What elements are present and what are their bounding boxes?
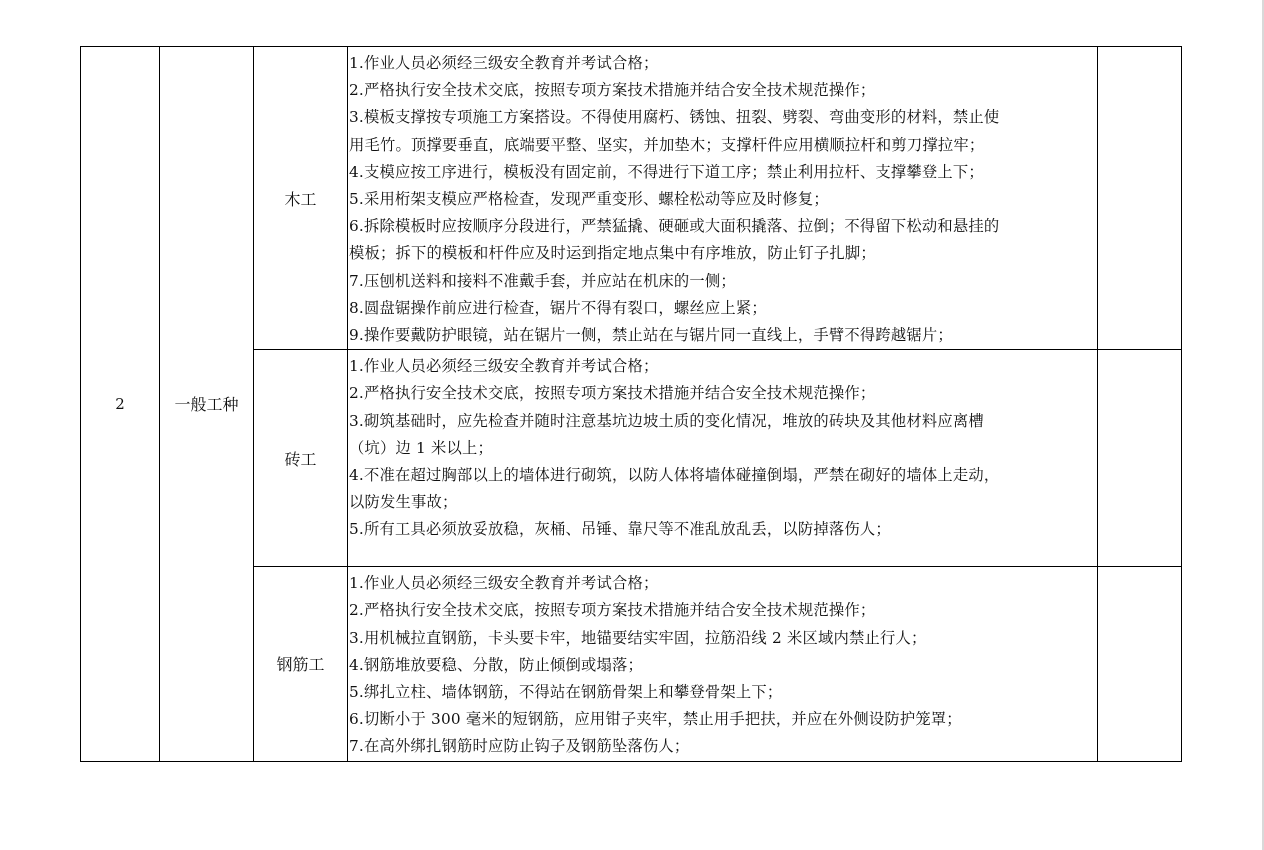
rule-line: 1.作业人员必须经三级安全教育并考试合格； <box>349 574 659 593</box>
trade-name-rebar: 钢筋工 <box>276 655 325 675</box>
trade-name-carpenter: 木工 <box>284 189 317 209</box>
rule-line: 2.严格执行安全技术交底，按照专项方案技术措施并结合安全技术规范操作； <box>349 601 876 620</box>
rule-line: 3.砌筑基础时，应先检查并随时注意基坑边坡土质的变化情况，堆放的砖块及其他材料应离槽 <box>349 411 984 430</box>
rule-line: 2.严格执行安全技术交底，按照专项方案技术措施并结合安全技术规范操作； <box>349 384 876 403</box>
category-label: 一般工种 <box>174 395 239 415</box>
rules-list-rebar <box>348 567 1097 760</box>
rule-line: （坑）边 1 米以上； <box>349 438 494 457</box>
remarks-cell <box>1098 567 1182 761</box>
rule-line: 用毛竹。顶撑要垂直，底端要平整、坚实，并加垫木；支撑杆件应用横顺拉杆和剪刀撑拉牢； <box>349 135 985 154</box>
rules-cell-carpenter <box>348 47 1098 350</box>
rule-line: 模板；拆下的模板和杆件应及时运到指定地点集中有序堆放，防止钉子扎脚； <box>349 244 876 263</box>
rule-line: 9.操作要戴防护眼镜，站在锯片一侧，禁止站在与锯片同一直线上，手臂不得跨越锯片； <box>349 326 953 345</box>
rule-line: 2.严格执行安全技术交底，按照专项方案技术措施并结合安全技术规范操作； <box>349 81 876 100</box>
rule-line: 4.钢筋堆放要稳、分散，防止倾倒或塌落； <box>349 655 643 674</box>
rule-line: 1.作业人员必须经三级安全教育并考试合格； <box>349 357 659 376</box>
rule-line: 7.压刨机送料和接料不准戴手套，并应站在机床的一侧； <box>349 271 736 290</box>
rule-line: 5.绑扎立柱、墙体钢筋，不得站在钢筋骨架上和攀登骨架上下； <box>349 683 783 702</box>
row-number-cell <box>81 47 160 762</box>
rules-list-carpenter <box>348 47 1097 349</box>
rules-cell-bricklayer <box>348 350 1098 567</box>
rule-line: 7.在高外绑扎钢筋时应防止钩子及钢筋坠落伤人； <box>349 737 690 756</box>
rule-line: 5.所有工具必须放妥放稳，灰桶、吊锤、靠尺等不准乱放乱丢，以防掉落伤人； <box>349 520 891 539</box>
rule-line: 4.不准在超过胸部以上的墙体进行砌筑，以防人体将墙体碰撞倒塌，严禁在砌好的墙体上走动， <box>349 466 1000 485</box>
rule-line: 5.采用桁架支模应严格检查，发现严重变形、螺栓松动等应及时修复； <box>349 190 829 209</box>
remarks-cell <box>1098 47 1182 350</box>
trade-cell-carpenter <box>254 47 348 350</box>
trade-cell-rebar <box>254 567 348 761</box>
row-number: 2 <box>115 394 125 413</box>
rule-line: 3.模板支撑按专项施工方案搭设。不得使用腐朽、锈蚀、扭裂、劈裂、弯曲变形的材料，禁止使 <box>349 108 1000 127</box>
remarks-cell <box>1098 350 1182 567</box>
rule-line: 8.圆盘锯操作前应进行检查，锯片不得有裂口，螺丝应上紧； <box>349 298 767 317</box>
rule-line: 6.切断小于 300 毫米的短钢筋，应用钳子夹牢，禁止用手把扶，并应在外侧设防护笼罩； <box>349 710 962 729</box>
rule-line: 1.作业人员必须经三级安全教育并考试合格； <box>349 54 659 72</box>
trade-cell-bricklayer <box>254 350 348 567</box>
trade-name-bricklayer: 砖工 <box>284 449 317 469</box>
rules-list-bricklayer <box>348 350 1097 543</box>
table-row <box>81 47 1182 350</box>
rule-line: 4.支模应按工序进行，模板没有固定前，不得进行下道工序；禁止利用拉杆、支撑攀登上下； <box>349 162 984 181</box>
rule-line: 6.拆除模板时应按顺序分段进行，严禁猛撬、硬砸或大面积撬落、拉倒；不得留下松动和悬挂的 <box>349 217 1000 236</box>
rules-cell-rebar <box>348 567 1098 761</box>
category-cell <box>160 47 254 762</box>
safety-table <box>80 46 1182 762</box>
rule-line: 以防发生事故； <box>349 493 458 512</box>
rule-line: 3.用机械拉直钢筋，卡头要卡牢，地锚要结实牢固，拉筋沿线 2 米区域内禁止行人； <box>349 628 927 647</box>
